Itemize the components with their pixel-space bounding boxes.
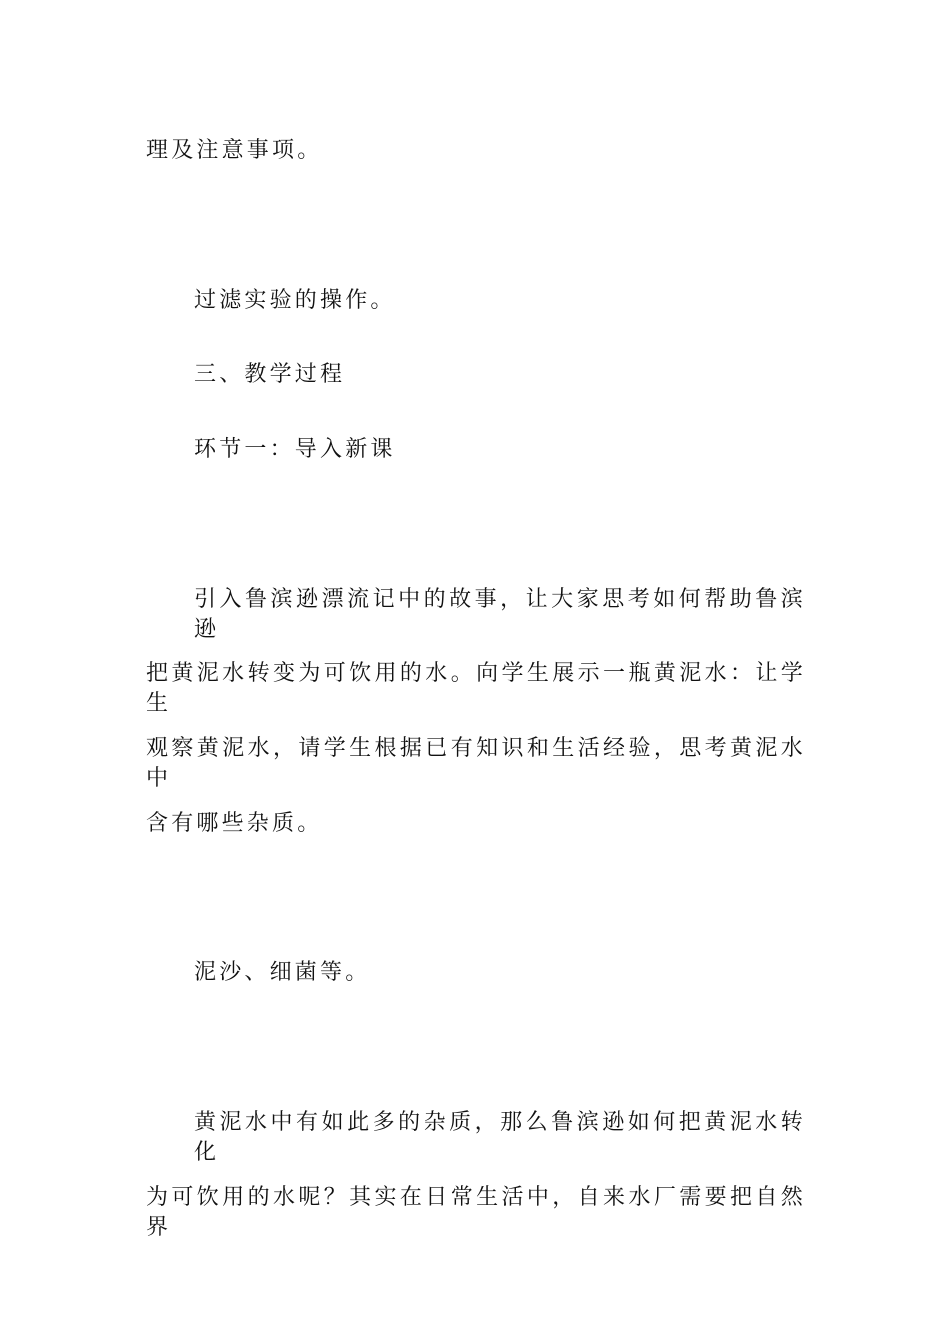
section-heading: 三、教学过程 [194, 362, 346, 387]
paragraph-line: 把黄泥水转变为可饮用的水。向学生展示一瓶黄泥水：让学生 [146, 661, 806, 716]
subsection-heading: 环节一：导入新课 [194, 437, 396, 462]
paragraph-line: 过滤实验的操作。 [194, 288, 396, 313]
paragraph-line: 观察黄泥水，请学生根据已有知识和生活经验，思考黄泥水中 [146, 736, 806, 791]
paragraph-line: 引入鲁滨逊漂流记中的故事，让大家思考如何帮助鲁滨逊 [194, 587, 806, 642]
paragraph-line: 为可饮用的水呢？其实在日常生活中，自来水厂需要把自然界 [146, 1185, 806, 1240]
paragraph-line: 黄泥水中有如此多的杂质，那么鲁滨逊如何把黄泥水转化 [194, 1110, 806, 1165]
paragraph-line: 含有哪些杂质。 [146, 811, 323, 836]
paragraph-line: 泥沙、细菌等。 [194, 960, 371, 985]
paragraph-line: 理及注意事项。 [146, 138, 323, 163]
